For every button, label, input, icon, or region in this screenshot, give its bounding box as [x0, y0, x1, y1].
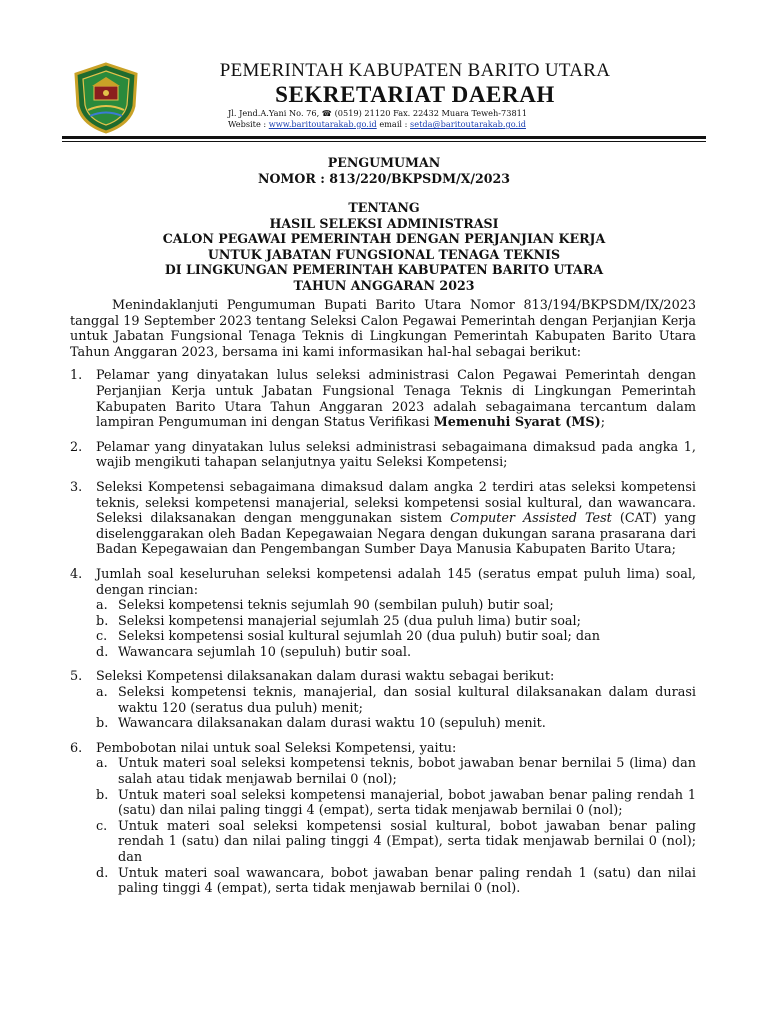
status-ms: Memenuhi Syarat (MS) — [433, 415, 601, 431]
sub-item — [96, 866, 696, 897]
sub-letter: a. — [96, 598, 108, 614]
sub-letter: a. — [96, 685, 108, 701]
sub-text: Untuk materi soal wawancara, bobot jawaban benar paling rendah 1 (satu) dan nilai paling tinggi 4 (empat), serta tidak menjawab bernilai 0 (nol). — [118, 865, 696, 897]
sub-letter: c. — [96, 629, 108, 645]
sub-text: Untuk materi soal seleksi kompetensi sosial kultural, bobot jawaban benar paling rendah 1 (satu) dan nilai paling tinggi 4 (Empat), serta tidak menjawab bernilai 0 (nol); dan — [118, 818, 696, 865]
subject-line-3: UNTUK JABATAN FUNGSIONAL TENAGA TEKNIS — [207, 246, 561, 262]
item-3-text-a: Seleksi Kompetensi sebagaimana dimaksud dalam angka 2 terdiri atas seleksi kompetensi teknis, seleksi kompetensi manajerial, seleksi kompetensi sosial kultural, dan wawancara. Seleksi dilaksanakan dengan menggunakan sistem — [96, 479, 696, 527]
regency-emblem — [70, 62, 142, 134]
sub-text: Wawancara dilaksanakan dalam durasi waktu 10 (sepuluh) menit. — [118, 716, 546, 732]
item-3-text-b: (CAT) yang diselenggarakan oleh Badan Kepegawaian Negara dengan dukungan sarana prasarana dari Badan Kepegawaian dan Pengembangan Sumber Daya Manusia Kabupaten Barito Utara; — [96, 511, 696, 558]
item-text: Pembobotan nilai untuk soal Seleksi Kompetensi, yaitu: — [96, 740, 457, 756]
contact-line — [228, 119, 628, 130]
sub-letter: b. — [96, 716, 109, 732]
website-link[interactable]: www.baritoutarakab.go.id — [268, 119, 377, 129]
sub-text: Untuk materi soal seleksi kompetensi manajerial, bobot jawaban benar paling rendah 1 (satu) dan nilai paling tinggi 4 (empat), serta tidak menjawab bernilai 0 (nol); — [118, 787, 696, 819]
item-number: 6. — [70, 740, 83, 756]
subject-line-1: HASIL SELEKSI ADMINISTRASI — [269, 215, 499, 231]
list-item-5 — [70, 669, 696, 731]
announcement-number: NOMOR : 813/220/BKPSDM/X/2023 — [257, 170, 511, 186]
sub-text: Wawancara sejumlah 10 (sepuluh) butir soal. — [118, 644, 412, 660]
letterhead-rule-thin — [62, 141, 706, 142]
sub-item — [96, 716, 696, 732]
list-item-6 — [70, 741, 696, 897]
sub-item — [96, 788, 696, 819]
sub-text: Seleksi kompetensi manajerial sejumlah 25 (dua puluh lima) butir soal; — [118, 613, 581, 629]
sub-item — [96, 756, 696, 787]
item-number: 2. — [70, 439, 83, 455]
list-item-2 — [70, 440, 696, 471]
subject-about: TENTANG — [348, 200, 420, 215]
letterhead-rule-thick — [62, 136, 706, 139]
sub-letter: a. — [96, 756, 108, 772]
item-1-end: ; — [600, 415, 606, 431]
item-text: Seleksi Kompetensi dilaksanakan dalam durasi waktu sebagai berikut: — [96, 669, 555, 685]
sub-text: Seleksi kompetensi sosial kultural sejumlah 20 (dua puluh) butir soal; dan — [118, 629, 600, 645]
subject-line-5: TAHUN ANGGARAN 2023 — [293, 277, 475, 293]
list-item-4 — [70, 567, 696, 661]
sub-text: Untuk materi soal seleksi kompetensi teknis, bobot jawaban benar bernilai 5 (lima) dan salah atau tidak menjawab bernilai 0 (nol); — [118, 756, 696, 788]
sub-item — [96, 819, 696, 866]
item-number: 5. — [70, 669, 83, 685]
intro-paragraph: Menindaklanjuti Pengumuman Bupati Barito Utara Nomor 813/194/BKPSDM/IX/2023 tanggal 19 September 2023 tentang Seleksi Calon Pegawai Pemerintah dengan Perjanjian Kerja untuk Jabatan Fungsional Tenaga Teknis di Lingkungan Pemerintah Kabupaten Barito Utara Tahun Anggaran 2023, bersama ini kami informasikan hal-hal sebagai berikut: — [70, 298, 696, 360]
item-text: Jumlah soal keseluruhan seleksi kompetensi adalah 145 (seratus empat puluh lima) soal, dengan rincian: — [96, 566, 696, 598]
sub-item — [96, 629, 696, 645]
cat-term: Computer Assisted Test — [450, 511, 612, 527]
subject-line-4: DI LINGKUNGAN PEMERINTAH KABUPATEN BARITO UTARA — [164, 262, 604, 277]
office-name: SEKRETARIAT DAERAH — [275, 82, 555, 107]
item-text — [96, 368, 696, 430]
email-link[interactable]: setda@baritoutarakab.go.id — [410, 119, 526, 129]
sub-text: Seleksi kompetensi teknis, manajerial, dan sosial kultural dilaksanakan dalam durasi waktu 120 (seratus dua puluh) menit; — [118, 685, 696, 716]
announcement-title: PENGUMUMAN — [327, 155, 441, 170]
item-text: Pelamar yang dinyatakan lulus seleksi administrasi sebagaimana dimaksud pada angka 1, wajib mengikuti tahapan selanjutnya yaitu Seleksi Kompetensi; — [96, 439, 696, 471]
sub-item — [96, 598, 696, 614]
item-1-text: Pelamar yang dinyatakan lulus seleksi administrasi Calon Pegawai Pemerintah dengan Perjanjian Kerja untuk Jabatan Fungsional Tenaga Teknis di Lingkungan Pemerintah Kabupaten Barito Utara Tahun Anggaran 2023 adalah sebagaimana tercantum dalam lampiran Pengumuman ini dengan Status Verifikasi — [96, 368, 696, 431]
letterhead — [190, 60, 640, 108]
item-number: 1. — [70, 368, 83, 384]
sub-letter: b. — [96, 787, 109, 803]
sub-letter: d. — [96, 865, 109, 881]
email-label: email : — [379, 119, 408, 129]
government-name: PEMERINTAH KABUPATEN BARITO UTARA — [219, 60, 611, 81]
sub-text: Seleksi kompetensi teknis sejumlah 90 (sembilan puluh) butir soal; — [118, 598, 554, 614]
sub-letter: d. — [96, 644, 109, 660]
sub-item — [96, 614, 696, 630]
item-number: 4. — [70, 566, 83, 582]
sub-letter: b. — [96, 613, 109, 629]
subject-line-2: CALON PEGAWAI PEMERINTAH DENGAN PERJANJIAN KERJA — [162, 231, 606, 246]
list-item-3 — [70, 480, 696, 558]
list-item-1 — [70, 368, 696, 430]
letterhead-address — [228, 108, 628, 130]
item-text — [96, 480, 696, 558]
address-line: Jl. Jend.A.Yani No. 76, ☎ (0519) 21120 Fax. 22432 Muara Teweh-73811 — [228, 108, 528, 118]
item-number: 3. — [70, 479, 83, 495]
sub-letter: c. — [96, 818, 108, 834]
subject-heading — [62, 200, 706, 293]
announcement-body — [70, 298, 696, 906]
website-label: Website : — [228, 119, 267, 129]
announcement-heading — [62, 155, 706, 186]
sub-item — [96, 685, 696, 716]
sub-item — [96, 645, 696, 661]
